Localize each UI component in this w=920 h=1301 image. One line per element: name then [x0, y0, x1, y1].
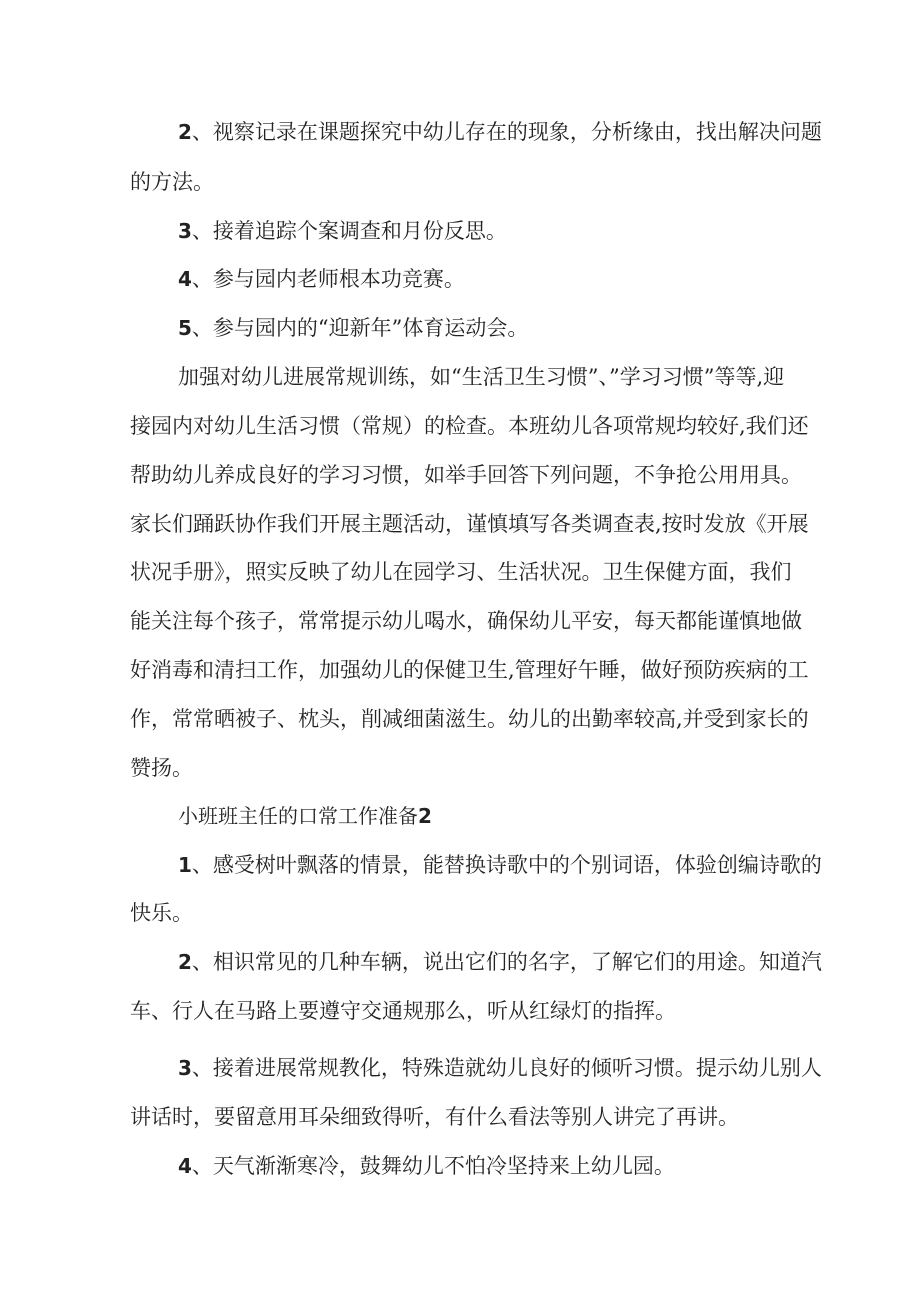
item-text: 车、行人在马路上要遵守交通规那么，听从红绿灯的指挥。 [130, 999, 676, 1023]
item-text: 、天气渐渐寒冷，鼓舞幼儿不怕冷坚持来上幼儿园。 [191, 1154, 675, 1178]
list-item-2-line-2 [130, 996, 790, 1026]
paragraph-line: 接园内对幼儿生活习惯（常规）的检查。本班幼儿各项常规均较好,我们还 [130, 414, 809, 438]
list-item-5 [178, 313, 838, 343]
item-number: 2 [178, 120, 192, 144]
list-item-2-line-1 [178, 947, 838, 977]
item-text: 、接着进展常规教化，特殊造就幼儿良好的倾听习惯。提示幼儿别人 [191, 1056, 822, 1080]
item-text: 、接着追踪个案调查和月份反思。 [191, 219, 507, 243]
item-number: 4 [178, 267, 192, 291]
paragraph-line: 好消毒和清扫工作，加强幼儿的保健卫生,管理好午睡，做好预防疾病的工 [130, 658, 809, 682]
list-item-2-line-2 [130, 167, 790, 197]
item-number: 1 [178, 853, 192, 877]
item-number: 3 [178, 1056, 192, 1080]
item-number: 2 [178, 950, 192, 974]
item-text: 的方法。 [130, 170, 214, 194]
list-item-3-line-2 [130, 1102, 790, 1132]
paragraph-line: 帮助幼儿养成良好的学习习惯，如举手回答下列问题，不争抢公用用具。 [130, 463, 802, 487]
section-heading-number: 2 [418, 804, 432, 828]
item-text: 、视察记录在课题探究中幼儿存在的现象，分析缘由，找出解决问题 [191, 120, 822, 144]
list-item-1-line-1 [178, 850, 838, 880]
list-item-3 [178, 216, 838, 246]
paragraph-line: 赞扬。 [130, 756, 193, 780]
paragraph-line: 状况手册》，照实反映了幼儿在园学习、生活状况。卫生保健方面，我们 [130, 560, 792, 584]
item-text: 讲话时，要留意用耳朵细致得听，有什么看法等别人讲完了再讲。 [130, 1105, 739, 1129]
list-item-2-line-1 [178, 117, 838, 147]
item-text: 、参与园内的“迎新年”体育运动会。 [191, 316, 529, 340]
section-heading-text: 小班班主任的口常工作准备 [178, 804, 418, 828]
paragraph-line: 家长们踊跃协作我们开展主题活动，谨慎填写各类调查表,按时发放《开展 [130, 512, 809, 536]
paragraph-line: 加强对幼儿进展常规训练，如“生活卫生习惯”、”学习习惯”等等,迎 [178, 365, 785, 389]
paragraph-line: 能关注每个孩子，常常提示幼儿喝水，确保幼儿平安，每天都能谨慎地做 [130, 609, 802, 633]
item-text: 、相识常见的几种车辆，说出它们的名字，了解它们的用途。知道汽 [191, 950, 822, 974]
item-number: 4 [178, 1154, 192, 1178]
list-item-4 [178, 264, 838, 294]
list-item-1-line-2 [130, 898, 790, 928]
item-text: 、参与园内老师根本功竞赛。 [191, 267, 465, 291]
list-item-4 [178, 1151, 838, 1181]
section-heading [178, 801, 838, 831]
item-number: 3 [178, 219, 192, 243]
list-item-3-line-1 [178, 1053, 838, 1083]
item-text: 快乐。 [130, 901, 193, 925]
paragraph-line: 作，常常晒被子、枕头，削减细菌滋生。幼儿的出勤率较高,并受到家长的 [130, 707, 809, 731]
item-number: 5 [178, 316, 192, 340]
item-text: 、感受树叶飘落的情景，能替换诗歌中的个别词语，体验创编诗歌的 [191, 853, 822, 877]
